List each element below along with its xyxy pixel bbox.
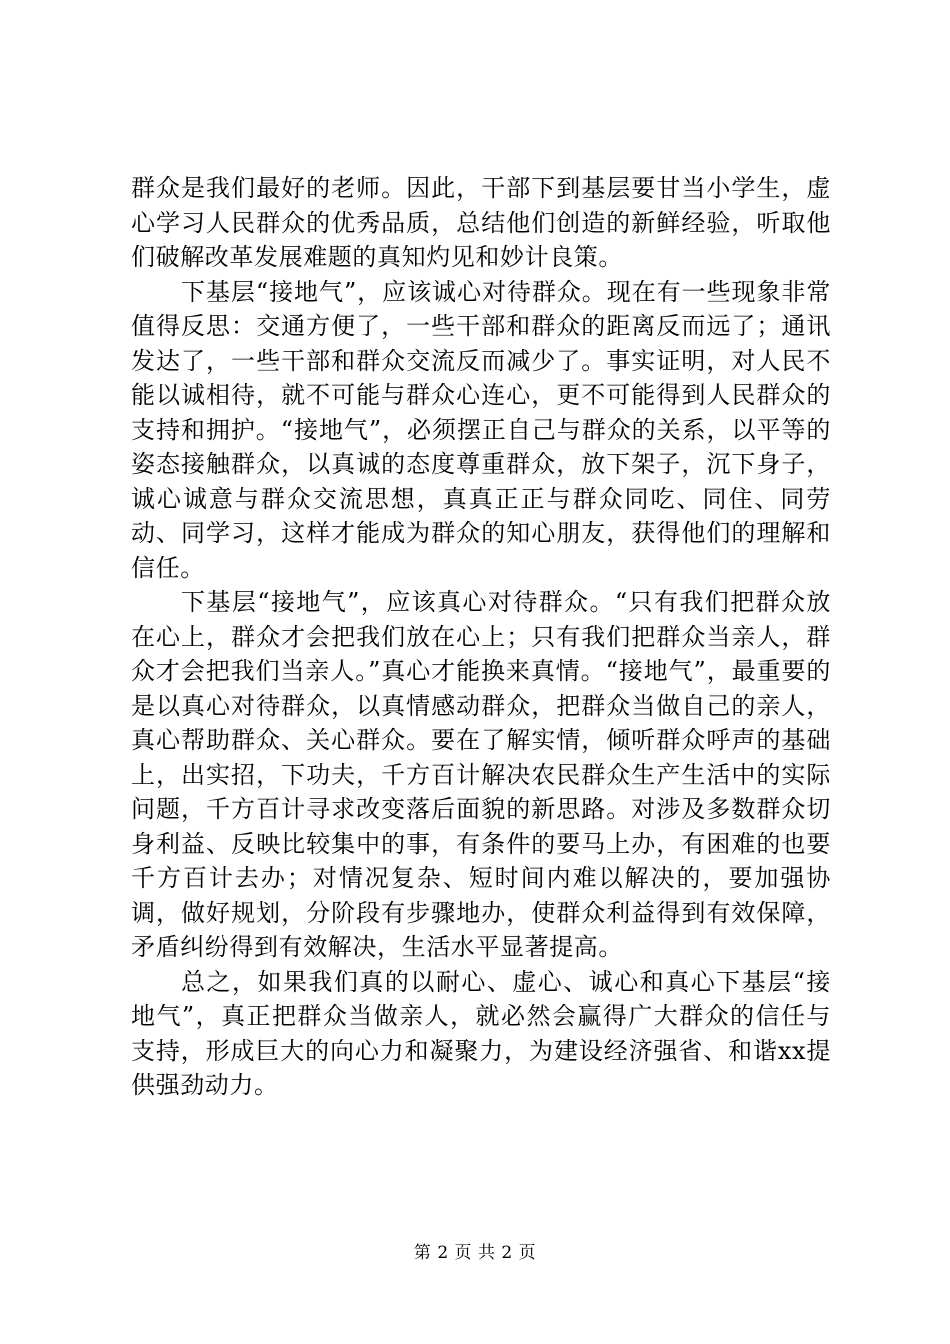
paragraph-4: 总之，如果我们真的以耐心、虚心、诚心和真心下基层“接地气”，真正把群众当做亲人，就必然会赢得广大群众的信任与支持，形成巨大的向心力和凝聚力，为建设经济强省、和谐xx提供强劲动力。 bbox=[131, 967, 831, 1099]
paragraph-1: 群众是我们最好的老师。因此，干部下到基层要甘当小学生，虚心学习人民群众的优秀品质，总结他们创造的新鲜经验，听取他们破解改革发展难题的真知灼见和妙计良策。 bbox=[131, 174, 831, 271]
paragraph-2: 下基层“接地气”，应该诚心对待群众。现在有一些现象非常值得反思：交通方便了，一些干部和群众的距离反而远了；通讯发达了，一些干部和群众交流反而减少了。事实证明，对人民不能以诚相待，就不可能与群众心连心，更不可能得到人民群众的支持和拥护。“接地气”，必须摆正自己与群众的关系，以平等的姿态接触群众，以真诚的态度尊重群众，放下架子，沉下身子，诚心诚意与群众交流思想，真真正正与群众同吃、同住、同劳动、同学习，这样才能成为群众的知心朋友，获得他们的理解和信任。 bbox=[131, 277, 831, 582]
paragraph-3: 下基层“接地气”，应该真心对待群众。“只有我们把群众放在心上，群众才会把我们放在心上；只有我们把群众当亲人，群众才会把我们当亲人。”真心才能换来真情。“接地气”，最重要的是以真心对待群众，以真情感动群众，把群众当做自己的亲人，真心帮助群众、关心群众。要在了解实情，倾听群众呼声的基础上，出实招，下功夫，千方百计解决农民群众生产生活中的实际问题，千方百计寻求改变落后面貌的新思路。对涉及多数群众切身利益、反映比较集中的事，有条件的要马上办，有困难的也要千方百计去办；对情况复杂、短时间内难以解决的，要加强协调，做好规划，分阶段有步骤地办，使群众利益得到有效保障，矛盾纠纷得到有效解决，生活水平显著提高。 bbox=[131, 588, 831, 961]
page-footer: 第 2 页 共 2 页 bbox=[413, 1243, 537, 1263]
document-body bbox=[131, 171, 831, 1103]
